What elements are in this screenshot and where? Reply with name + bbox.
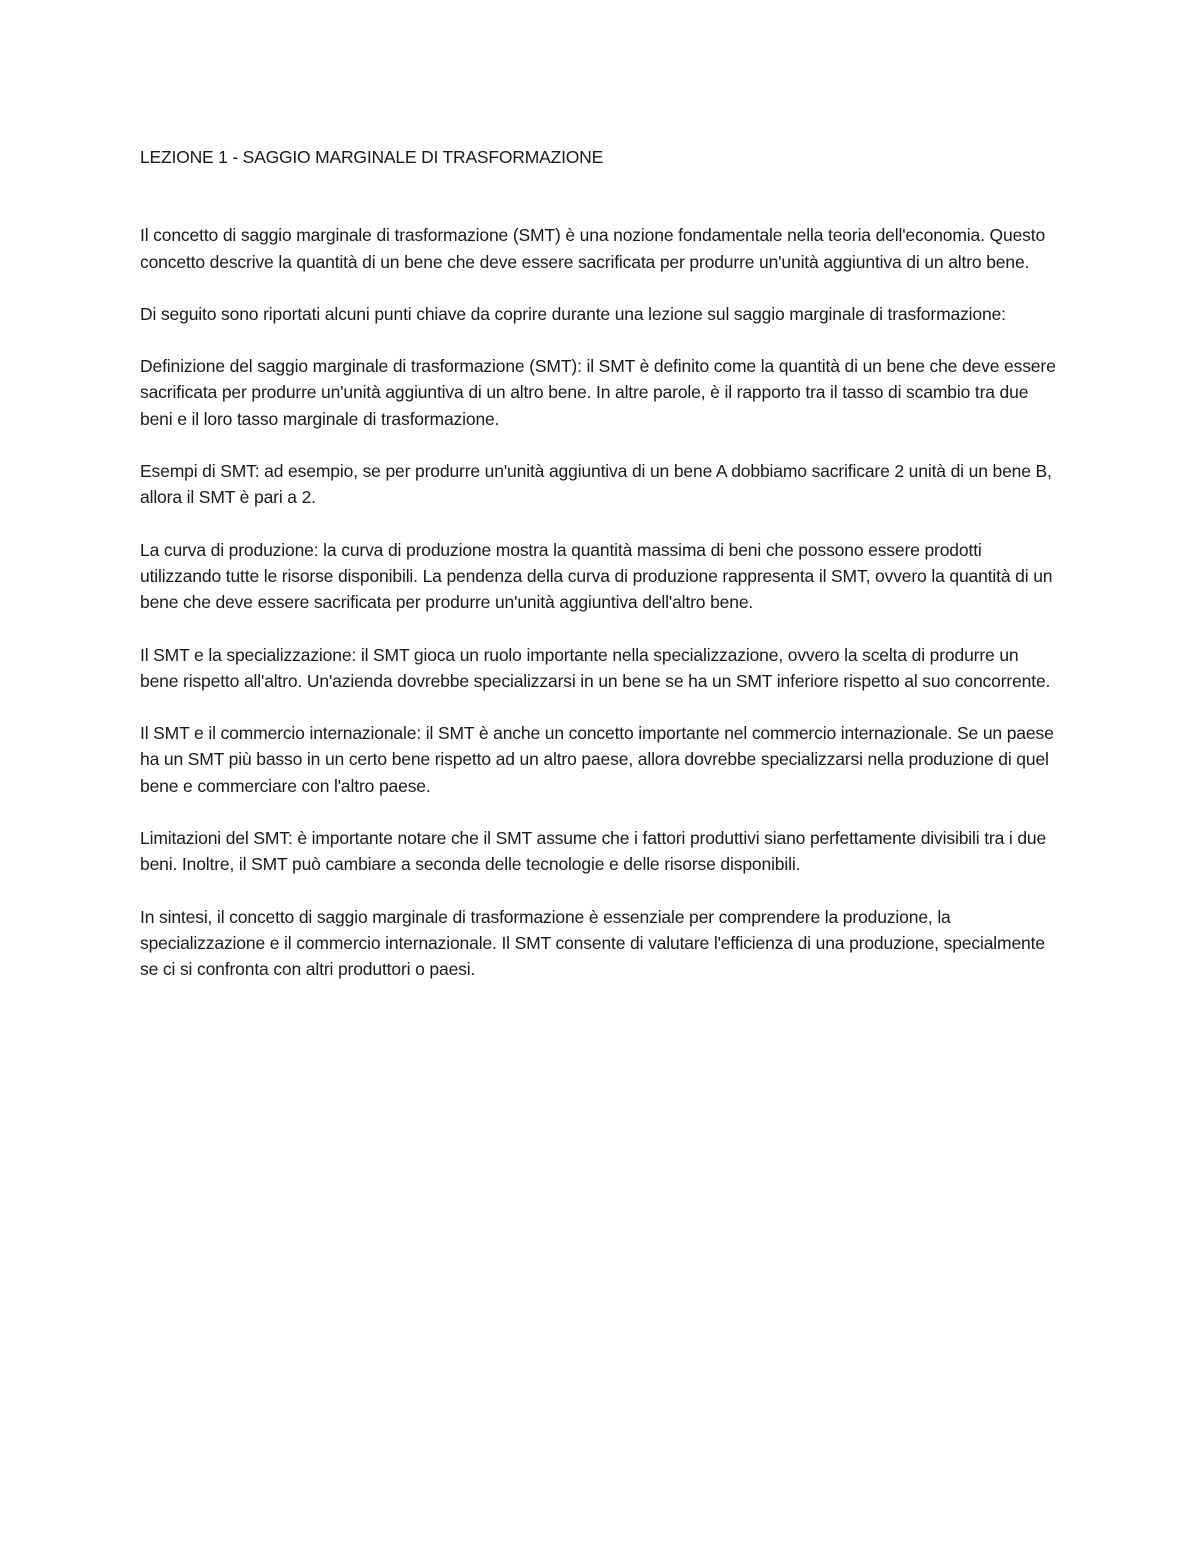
paragraph-summary: In sintesi, il concetto di saggio marginale di trasformazione è essenziale per comprendere la produzione, la specializzazione e il commercio internazionale. Il SMT consente di valutare l'efficienza di una produzione, specialmente se ci si confronta con altri produttori o paesi. xyxy=(140,906,1045,980)
paragraph-intro: Il concetto di saggio marginale di trasformazione (SMT) è una nozione fondamentale nella teoria dell'economia. Questo concetto descrive la quantità di un bene che deve essere sacrificata per produrre un'unità aggiuntiva di un altro bene. xyxy=(140,225,1046,272)
paragraph-international-trade: Il SMT e il commercio internazionale: il SMT è anche un concetto importante nel commercio internazionale. Se un paese ha un SMT più basso in un certo bene rispetto ad un altro paese, allora dovrebbe specializzarsi nella produzione di quel bene e commerciare con l'altro paese. xyxy=(140,723,1054,796)
paragraph-limitations: Limitazioni del SMT: è importante notare che il SMT assume che i fattori produttivi siano perfettamente divisibili tra i due beni. Inoltre, il SMT può cambiare a seconda delle tecnologie e delle risorse disponibili. xyxy=(140,828,1047,875)
document-body xyxy=(140,144,1060,1009)
paragraph-production-curve: La curva di produzione: la curva di produzione mostra la quantità massima di beni che possono essere prodotti utilizzando tutte le risorse disponibili. La pendenza della curva di produzione rappresenta il SMT, ovvero la quantità di un bene che deve essere sacrificata per produrre un'unità aggiuntiva dell'altro bene. xyxy=(140,539,1053,613)
paragraph-examples: Esempi di SMT: ad esempio, se per produrre un'unità aggiuntiva di un bene A dobbiamo sacrificare 2 unità di un bene B, allora il SMT è pari a 2. xyxy=(140,461,1052,508)
document-title: LEZIONE 1 - SAGGIO MARGINALE DI TRASFORMAZIONE xyxy=(140,147,604,167)
paragraph-definition: Definizione del saggio marginale di trasformazione (SMT): il SMT è definito come la quantità di un bene che deve essere sacrificata per produrre un'unità aggiuntiva di un altro bene. In altre parole, è il rapporto tra il tasso di scambio tra due beni e il loro tasso marginale di trasformazione. xyxy=(140,356,1056,429)
paragraph-key-points: Di seguito sono riportati alcuni punti chiave da coprire durante una lezione sul saggio marginale di trasformazione: xyxy=(140,303,1006,324)
paragraph-specialization: Il SMT e la specializzazione: il SMT gioca un ruolo importante nella specializzazione, ovvero la scelta di produrre un bene rispetto all'altro. Un'azienda dovrebbe specializzarsi in un bene se ha un SMT inferiore rispetto al suo concorrente. xyxy=(140,644,1051,691)
